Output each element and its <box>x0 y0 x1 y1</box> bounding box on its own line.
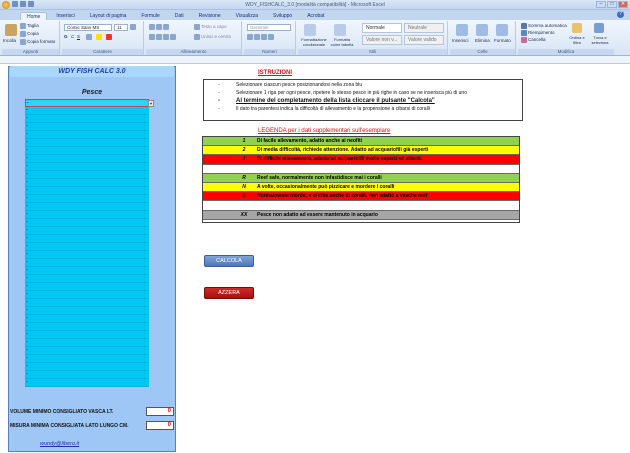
fish-row[interactable]: - <box>25 315 149 323</box>
fish-row[interactable]: - <box>25 147 149 155</box>
fish-row[interactable]: - <box>25 363 149 371</box>
legend-row <box>203 146 519 155</box>
fish-row[interactable]: - <box>25 123 149 131</box>
clipboard-group <box>2 21 60 55</box>
legend-row <box>203 155 519 164</box>
borders-icon[interactable] <box>86 34 93 40</box>
fish-row[interactable]: - <box>25 139 149 147</box>
fish-row[interactable]: - <box>25 347 149 355</box>
tab-acrobat[interactable]: Acrobat <box>307 13 325 19</box>
style-bad-value[interactable]: Valore non v... <box>362 35 402 45</box>
sort-filter-button[interactable]: Ordina e filtra <box>569 35 585 45</box>
format-cells-button[interactable]: Formato <box>494 38 511 43</box>
font-color-icon[interactable] <box>106 34 113 40</box>
fish-row[interactable]: - <box>25 243 149 251</box>
legend-text: Di difficile allevamento, adatto ad acquariofili molto esperti ed attenti. <box>257 156 423 163</box>
cells-group <box>450 21 516 55</box>
legend-row <box>203 201 519 210</box>
styles-group <box>298 21 448 55</box>
format-painter-button[interactable]: Copia formato <box>20 39 55 45</box>
number-group-label: Numeri <box>244 49 295 55</box>
fish-row[interactable]: - <box>25 115 149 123</box>
fish-row[interactable]: - <box>25 163 149 171</box>
merge-center-button[interactable]: Unisci e centra <box>194 34 231 40</box>
chevron-down-icon[interactable]: ▼ <box>149 101 153 106</box>
fish-row[interactable]: - <box>25 211 149 219</box>
tab-page-layout[interactable]: Layout di pagina <box>89 13 127 19</box>
fish-row[interactable]: - <box>25 235 149 243</box>
legend-text: Normalmente morde, e si ciba anche di coralli, non adatto a vasche reef <box>257 193 428 200</box>
fish-row[interactable]: - <box>25 379 149 387</box>
font-size-select[interactable]: 11 <box>114 24 128 31</box>
fish-row[interactable]: - <box>25 259 149 267</box>
conditional-format-icon[interactable] <box>304 24 316 36</box>
delete-cells-icon[interactable] <box>476 24 488 36</box>
align-top-icon[interactable] <box>149 24 170 30</box>
volume-label: VOLUME MINIMO CONSIGLIATO VASCA LT. <box>10 409 114 415</box>
fish-row[interactable]: - <box>25 283 149 291</box>
window-controls <box>596 1 628 8</box>
alignment-group-label: Allineamento <box>146 49 241 55</box>
style-neutral[interactable]: Neutrale <box>404 23 444 33</box>
fill-button[interactable]: Riempimento <box>521 30 555 36</box>
formula-bar-area[interactable] <box>0 56 630 64</box>
fish-row[interactable]: - <box>25 339 149 347</box>
sort-filter-icon[interactable] <box>572 23 582 33</box>
fish-row[interactable]: - <box>25 203 149 211</box>
fish-row[interactable]: - <box>25 307 149 315</box>
legend-code: C <box>242 193 246 200</box>
instruction-line: - Al termine del completamento della lista cliccare il pulsante "Calcola" <box>218 98 435 104</box>
number-format-select[interactable]: Generale <box>247 24 291 31</box>
legend-table <box>202 136 520 223</box>
length-value: 0 <box>146 421 174 430</box>
underline-icon[interactable]: S <box>77 34 81 39</box>
cells-group-label: Celle <box>450 49 515 55</box>
fish-row[interactable]: - <box>25 155 149 163</box>
number-group <box>244 21 296 55</box>
delete-cells-button[interactable]: Elimina <box>475 38 490 43</box>
fish-row[interactable]: - <box>25 251 149 259</box>
legend-text: A volte, occasionalmente può pizzicare e mordere i coralli <box>257 183 395 190</box>
legend-text: Pesce non adatto ad essere mantenuto in acquario <box>257 211 378 218</box>
legend-code: N <box>242 183 246 190</box>
legend-row <box>203 174 519 183</box>
legend-row <box>203 192 519 201</box>
ribbon-tabs <box>0 10 630 20</box>
insert-cells-button[interactable]: Inserisci <box>452 38 469 43</box>
tab-formulas[interactable]: Formule <box>141 13 160 19</box>
app-title: WDY FISH CALC 3.0 <box>10 66 174 77</box>
instructions-title: ISTRUZIONI <box>258 70 292 76</box>
minimize-icon[interactable]: – <box>596 1 606 8</box>
autosum-button[interactable]: Somma automatica <box>521 23 567 29</box>
table-format-icon[interactable] <box>334 24 346 36</box>
tab-view[interactable]: Visualizza <box>235 13 259 19</box>
alignment-group <box>146 21 242 55</box>
fish-row[interactable]: - <box>25 323 149 331</box>
close-icon[interactable]: ✕ <box>618 1 628 8</box>
clear-button[interactable]: Cancella <box>521 37 546 43</box>
table-format-button[interactable]: Formatta come tabella <box>330 37 354 47</box>
instruction-line: - Il dato tra parentesi indica la difficoltà di allevamento e la propensione a cibarsi di coralli <box>218 106 430 112</box>
conditional-format-button[interactable]: Formattazione condizionale <box>301 37 327 47</box>
font-group <box>62 21 144 55</box>
volume-value: 0 <box>146 407 174 416</box>
fish-row[interactable]: - <box>25 179 149 187</box>
format-cells-icon[interactable] <box>496 24 508 36</box>
maximize-icon[interactable]: □ <box>607 1 617 8</box>
legend-code: XX <box>240 211 248 218</box>
pesce-column-header: Pesce <box>81 89 103 96</box>
copy-button[interactable]: Copia <box>20 31 39 37</box>
tab-review[interactable]: Revisione <box>198 13 221 19</box>
bold-icon[interactable]: G <box>64 34 68 39</box>
fish-row[interactable]: - <box>25 371 149 379</box>
fish-row[interactable]: - <box>25 299 149 307</box>
find-select-button[interactable]: Trova e seleziona <box>591 35 609 45</box>
azzera-button[interactable]: AZZERA <box>204 287 254 299</box>
tab-insert[interactable]: Inserisci <box>56 13 75 19</box>
legend-code: 2 <box>242 147 246 154</box>
style-good-value[interactable]: Valore valido <box>404 35 444 45</box>
brush-icon <box>20 39 26 45</box>
tab-data[interactable]: Dati <box>174 13 184 19</box>
legend-row <box>203 165 519 174</box>
fish-row[interactable]: - <box>25 219 149 227</box>
wrap-text-button[interactable]: Testo a capo <box>194 24 227 30</box>
legend-text: Reef safe, normalmente non infastidisce mai i coralli <box>257 174 382 181</box>
font-group-label: Carattere <box>62 49 143 55</box>
legend-code: R <box>242 174 246 181</box>
help-icon[interactable]: ? <box>617 11 624 18</box>
paste-icon[interactable] <box>5 24 17 36</box>
fish-row[interactable]: - <box>25 227 149 235</box>
copy-icon <box>20 31 26 37</box>
clipboard-group-label: Appunti <box>2 49 59 55</box>
fill-color-icon[interactable] <box>96 34 103 40</box>
italic-icon[interactable]: C <box>71 34 75 39</box>
editing-group <box>518 21 614 55</box>
fish-row[interactable]: - <box>25 131 149 139</box>
window-title: WDY_FISHCALC_3.0 [modalità compatibilità] - Microsoft Excel <box>245 2 385 8</box>
fish-row[interactable]: - <box>25 187 149 195</box>
fish-row[interactable]: - <box>25 355 149 363</box>
fish-row[interactable]: - <box>25 267 149 275</box>
tab-home[interactable]: Home <box>20 12 47 20</box>
fish-row[interactable]: - <box>25 331 149 339</box>
fish-selection-list <box>25 99 149 387</box>
instruction-line: - Selezionare 1 riga per ogni pesce, ripetere lo stesso pesce in più righe in caso se ne inserisca più di uno <box>218 90 467 96</box>
percent-icon[interactable] <box>247 34 275 40</box>
tab-developer[interactable]: Sviluppo <box>273 13 293 19</box>
styles-group-label: Stili <box>298 49 447 55</box>
find-select-icon[interactable] <box>594 23 604 33</box>
style-normal[interactable]: Normale <box>362 23 402 33</box>
legend-row <box>203 183 519 192</box>
font-name-select[interactable]: Comic Sans MS <box>64 24 112 31</box>
fish-row[interactable]: - <box>25 171 149 179</box>
cut-button[interactable]: Taglia <box>20 23 39 29</box>
legend-text: Di facile allevamento, adatto anche ai neofiti <box>257 138 363 144</box>
legend-code: 1 <box>242 138 246 144</box>
legend-code: 3 <box>242 156 246 163</box>
legend-row <box>203 211 519 220</box>
grow-font-icon[interactable] <box>130 24 137 30</box>
align-left-icon[interactable] <box>149 34 177 40</box>
fish-row[interactable]: - <box>25 107 149 115</box>
ribbon <box>0 20 630 56</box>
editing-group-label: Modifica <box>518 49 614 55</box>
length-label: MISURA MINIMA CONSIGLIATA LATO LUNGO CM. <box>10 423 129 429</box>
fish-row[interactable]: - <box>25 99 149 107</box>
fish-row[interactable]: - <box>25 291 149 299</box>
paste-button[interactable]: Incolla <box>3 38 17 43</box>
legend-row <box>203 137 519 146</box>
scissors-icon <box>20 23 26 29</box>
instruction-line: - Selezionare ciascun pesce posizionandosi nella zona blu <box>218 82 363 88</box>
insert-cells-icon[interactable] <box>456 24 468 36</box>
fish-row[interactable]: - <box>25 195 149 203</box>
title-bar <box>0 0 630 10</box>
legend-title: LEGENDA per i dati supplementari sull'esemplare <box>258 128 391 134</box>
email-link[interactable]: wundy@libero.it <box>40 441 80 447</box>
fish-row[interactable]: - <box>25 275 149 283</box>
instructions-box <box>203 79 523 121</box>
legend-text: Di media difficoltà, richiede attenzione. Adatto ad acquariofili già esperti <box>257 147 429 154</box>
calcola-button[interactable]: CALCOLA <box>204 255 254 267</box>
